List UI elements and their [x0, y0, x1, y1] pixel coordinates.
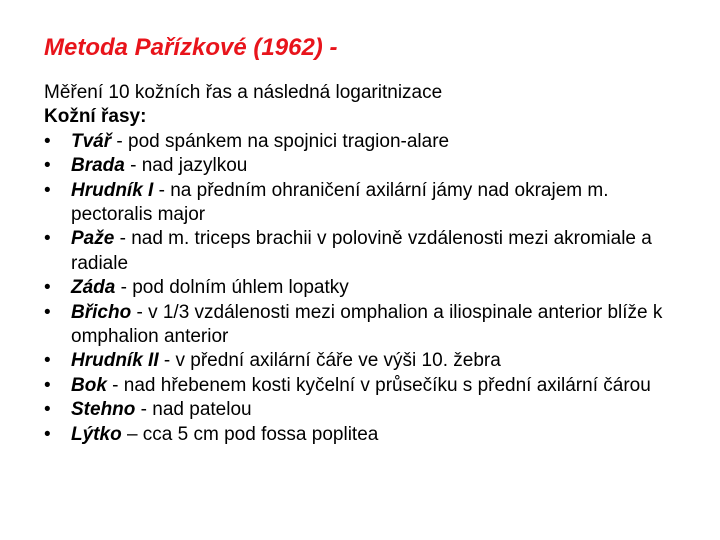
list-item: [44, 398, 694, 422]
skinfolds-heading: Kožní řasy:: [44, 106, 147, 128]
bullet: •: [44, 350, 51, 372]
list-item: [44, 179, 694, 228]
bullet: •: [44, 423, 51, 445]
skinfold-term: Bok: [71, 374, 107, 396]
skinfold-term: Brada: [71, 155, 125, 177]
list-item: [44, 154, 694, 178]
skinfold-description: - na předním ohraničení axilární jámy nad okrajem m. pectoralis major: [71, 179, 609, 226]
skinfold-term: Stehno: [71, 399, 136, 421]
skinfold-term: Lýtko: [71, 423, 122, 445]
skinfold-term: Břicho: [71, 301, 132, 323]
bullet: •: [44, 374, 51, 396]
skinfold-list: [44, 130, 694, 447]
bullet: •: [44, 301, 51, 323]
list-item: [44, 301, 694, 350]
skinfold-description: - v 1/3 vzdálenosti mezi omphalion a iliospinale anterior blíže k omphalion anterior: [71, 301, 663, 348]
list-item: [44, 276, 694, 300]
skinfold-description: - nad jazylkou: [124, 155, 248, 177]
slide-title: Metoda Pařízkové (1962) -: [44, 34, 338, 61]
list-item: [44, 374, 694, 398]
bullet: •: [44, 130, 51, 152]
intro-line: Měření 10 kožních řas a následná logaritnizace: [44, 82, 443, 103]
skinfold-description: – cca 5 cm pod fossa poplitea: [121, 423, 379, 445]
skinfold-term: Záda: [71, 277, 116, 299]
skinfold-term: Hrudník I: [71, 179, 154, 201]
list-item: [44, 423, 694, 447]
skinfold-term: Hrudník II: [71, 350, 159, 372]
bullet: •: [44, 155, 51, 177]
slide-content: [44, 81, 694, 447]
skinfold-term: Tvář: [71, 130, 112, 152]
skinfold-term: Paže: [71, 228, 115, 250]
bullet: •: [44, 179, 51, 201]
skinfold-description: - nad m. triceps brachii v polovině vzdálenosti mezi akromiale a radiale: [71, 228, 652, 274]
list-item: [44, 227, 694, 276]
skinfold-description: - nad hřebenem kosti kyčelní v průsečíku s přední axilární čárou: [106, 374, 651, 396]
skinfold-description: - pod dolním úhlem lopatky: [115, 277, 349, 299]
skinfold-description: - pod spánkem na spojnici tragion-alare: [111, 130, 450, 152]
bullet: •: [44, 228, 51, 250]
skinfold-description: - v přední axilární čáře ve výši 10. žebra: [158, 350, 501, 372]
bullet: •: [44, 277, 51, 299]
list-item: [44, 130, 694, 154]
list-item: [44, 349, 694, 373]
bullet: •: [44, 399, 51, 421]
skinfold-description: - nad patelou: [135, 399, 252, 421]
